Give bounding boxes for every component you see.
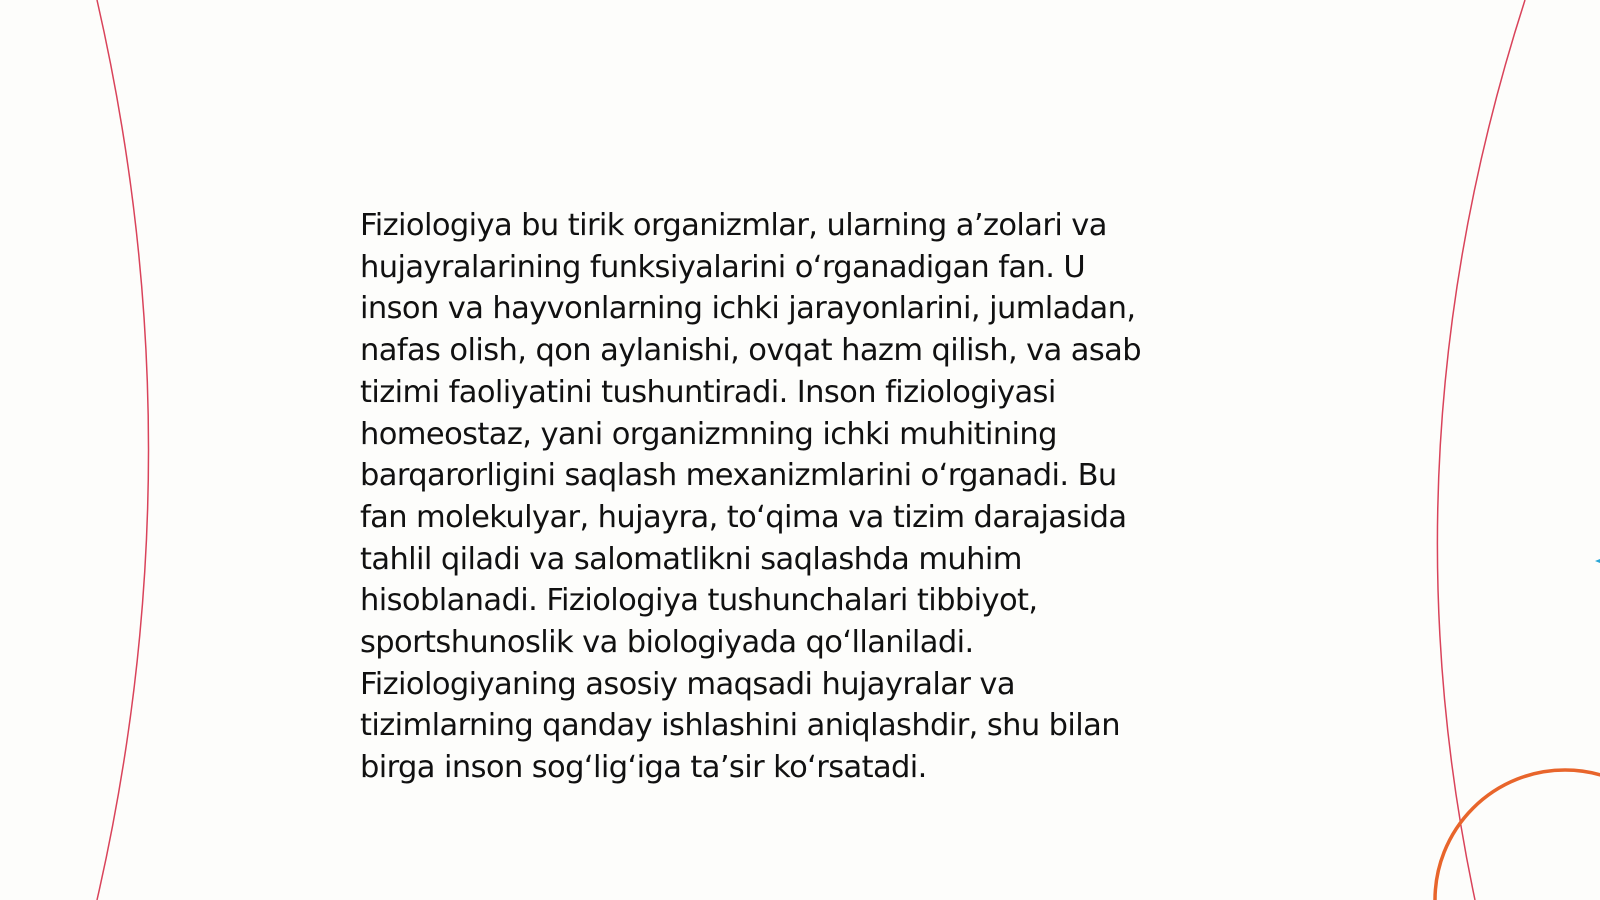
paragraph-line: Fiziologiyaning asosiy maqsadi hujayralar va — [360, 666, 1015, 702]
left-arc-curve — [97, 0, 149, 900]
paragraph-line: tizimlarning qanday ishlashini aniqlashdir, shu bilan — [360, 708, 1120, 744]
orange-circle-outline — [1435, 770, 1600, 900]
paragraph-line: fan molekulyar, hujayra, to‘qima va tizim darajasida — [360, 499, 1127, 535]
paragraph-line: Fiziologiya bu tirik organizmlar, ularning a’zolari va — [360, 208, 1107, 243]
paragraph-line: tahlil qiladi va salomatlikni saqlashda muhim — [360, 541, 1022, 577]
paragraph-line: hisoblanadi. Fiziologiya tushunchalari tibbiyot, — [360, 583, 1038, 619]
paragraph-line: birga inson sog‘lig‘iga ta’sir ko‘rsatadi. — [360, 750, 927, 786]
paragraph-line: tizimi faoliyatini tushuntiradi. Inson fiziologiyasi — [360, 374, 1056, 410]
paragraph-line: hujayralarining funksiyalarini o‘rganadigan fan. U — [360, 249, 1086, 285]
paragraph-line: sportshunoslik va biologiyada qo‘llaniladi. — [360, 625, 974, 661]
paragraph-line: nafas olish, qon aylanishi, ovqat hazm qilish, va asab — [360, 333, 1142, 369]
paragraph-line: inson va hayvonlarning ichki jarayonlarini, jumladan, — [360, 291, 1136, 327]
paragraph-line: homeostaz, yani organizmning ichki muhitining — [360, 416, 1057, 452]
paragraph-line: barqarorligini saqlash mexanizmlarini o‘rganadi. Bu — [360, 458, 1117, 494]
blue-edge-marker — [1595, 559, 1600, 563]
right-arc-curve — [1437, 0, 1525, 900]
body-paragraph — [360, 205, 1240, 789]
